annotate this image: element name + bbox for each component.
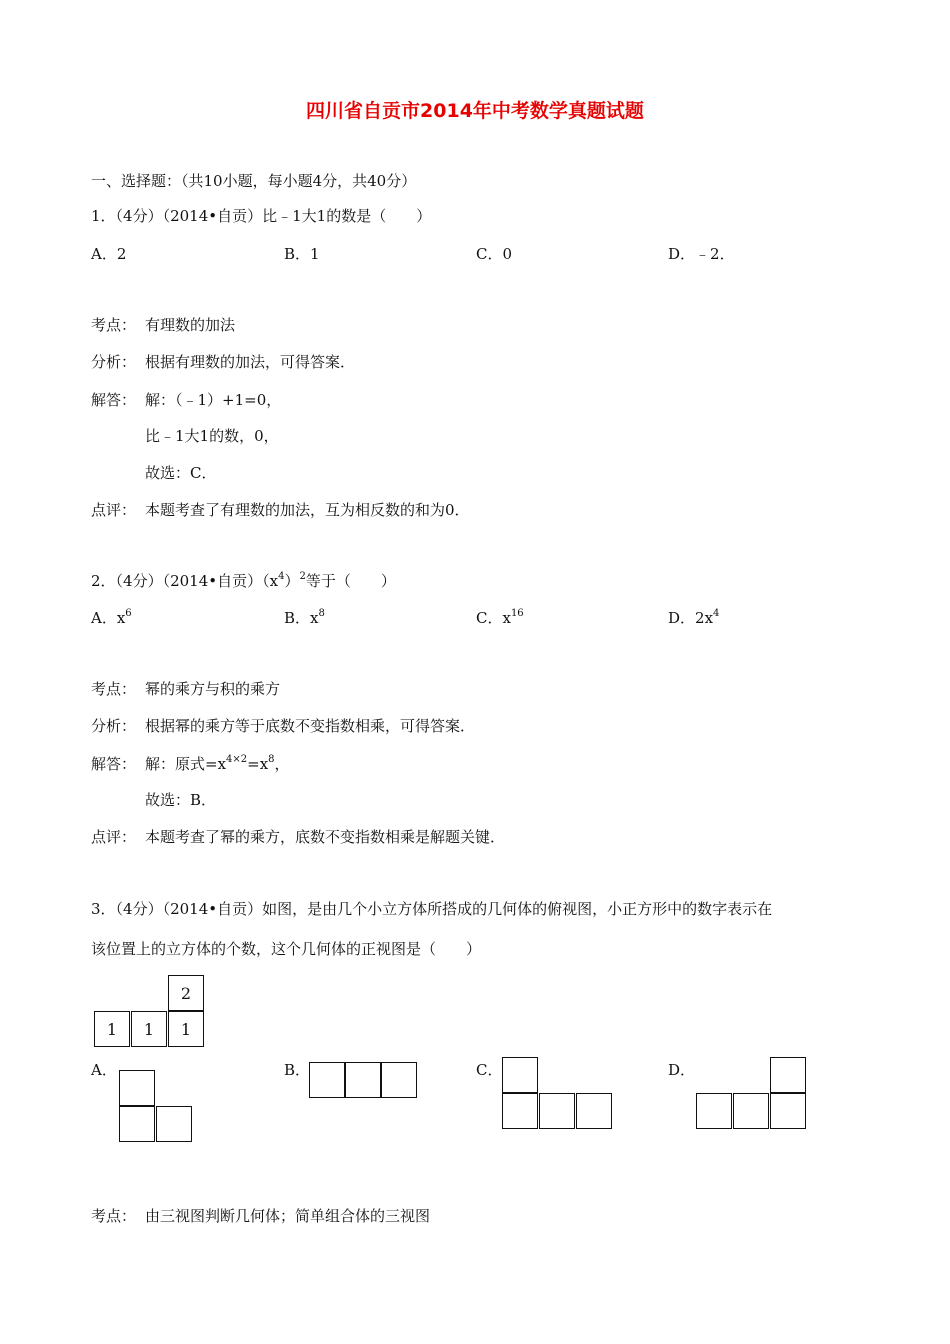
view-cell [733,1093,769,1129]
q2-dianping: 本题考查了幂的乘方，底数不变指数相乘是解题关键． [145,828,506,846]
q3-option-b-figure [309,1062,419,1099]
view-cell [381,1062,417,1098]
q1-stem: 1．（4分）（2014•自贡）比﹣1大1的数是（ ） [91,207,432,225]
q1-option-d: D．﹣2． [668,245,735,263]
q2-option-d: D．$2x^4$ [668,608,720,627]
view-cell [539,1093,575,1129]
q2-dianping-label: 点评： [91,828,137,846]
q2-jieda-line2: 故选：B． [145,791,217,809]
q2-stem: 2．（4分）（2014•自贡）$(x^4)^2$等于（ ） [91,571,396,590]
q1-dianping-label: 点评： [91,501,137,519]
q3-kaodian-label: 考点： [91,1207,137,1225]
q3-option-c-label: C． [476,1061,503,1079]
q3-option-a-label: A． [91,1061,117,1079]
q1-option-b: B．1 [284,245,320,263]
top-view-cell: 1 [131,1011,167,1047]
q1-kaodian: 有理数的加法 [145,316,236,334]
view-cell [770,1057,806,1093]
q3-stem-line2: 该位置上的立方体的个数，这个几何体的正视图是（ ） [91,940,482,958]
q1-jieda-label: 解答： [91,391,137,409]
q3-kaodian: 由三视图判断几何体；简单组合体的三视图 [145,1207,431,1225]
q1-dianping: 本题考查了有理数的加法，互为相反数的和为0． [145,501,470,519]
view-cell [156,1106,192,1142]
q2-jieda-line1: 解：原式$=x^{4\times 2}=x^8$， [145,754,290,773]
q1-option-c: C．0 [476,245,513,263]
view-cell [576,1093,612,1129]
q2-kaodian-label: 考点： [91,680,137,698]
q2-option-c: C．$x^{16}$ [476,608,524,627]
q2-option-b: B．$x^8$ [284,608,325,627]
top-view-cell: 1 [94,1011,130,1047]
view-cell [119,1106,155,1142]
q2-fenxi: 根据幂的乘方等于底数不变指数相乘，可得答案． [145,717,476,735]
q3-option-c-figure [502,1057,614,1130]
q3-option-d-figure [696,1057,808,1130]
top-view-cell: 2 [168,975,204,1011]
q1-jieda-line2: 比﹣1大1的数，0， [145,427,279,445]
q1-jieda-line3: 故选：C． [145,464,217,482]
q1-fenxi: 根据有理数的加法，可得答案． [145,353,356,371]
q2-kaodian: 幂的乘方与积的乘方 [145,680,281,698]
view-cell [345,1062,381,1098]
q1-option-a: A．2 [91,245,127,263]
q2-option-a: A．$x^6$ [91,608,132,627]
view-cell [119,1070,155,1106]
view-cell [309,1062,345,1098]
view-cell [502,1093,538,1129]
q1-fenxi-label: 分析： [91,353,137,371]
q3-stem-line1: 3．（4分）（2014•自贡）如图，是由几个小立方体所搭成的几何体的俯视图，小正方形中的数字表示在 [91,900,773,918]
q3-option-b-label: B． [284,1061,311,1079]
q1-kaodian-label: 考点： [91,316,137,334]
view-cell [696,1093,732,1129]
top-view-cell: 1 [168,1011,204,1047]
q2-fenxi-label: 分析： [91,717,137,735]
q1-jieda-line1: 解：（﹣1）+1=0， [145,391,282,409]
q3-option-a-figure [119,1070,195,1143]
page-title: 四川省自贡市2014年中考数学真题试题 [306,100,644,122]
view-cell [770,1093,806,1129]
q3-top-view-figure [94,975,206,1047]
q3-option-d-label: D． [668,1061,696,1079]
view-cell [502,1057,538,1093]
q2-jieda-label: 解答： [91,755,137,773]
section-heading: 一、选择题：（共10小题，每小题4分，共40分） [91,172,417,190]
